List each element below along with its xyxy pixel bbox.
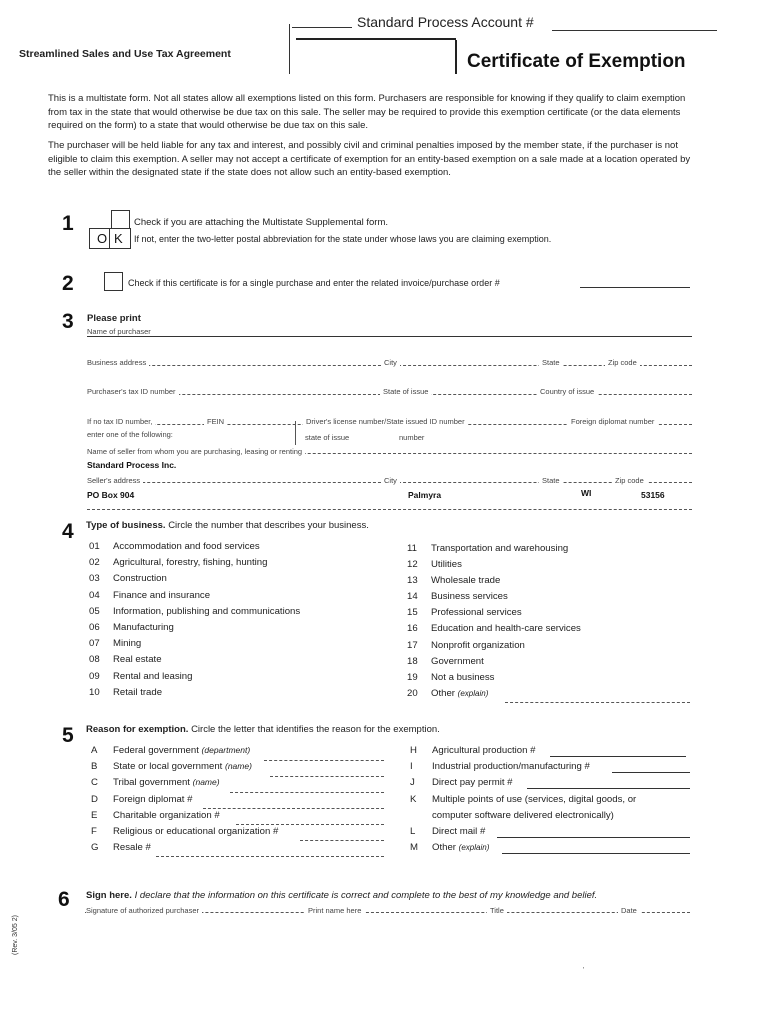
seller-city-value: Palmyra [408, 490, 442, 500]
section-4-heading: Type of business. [86, 520, 166, 531]
section-4-instruction: Circle the number that describes your business. [168, 520, 369, 531]
business-type-label: Nonprofit organization [431, 639, 525, 651]
business-type-item[interactable] [407, 591, 581, 607]
multistate-supplement-checkbox[interactable] [111, 210, 130, 229]
revision-label: (Rev. 3/05 2) [12, 915, 19, 955]
business-type-number: 15 [407, 607, 418, 619]
fein-label: FEIN [204, 417, 227, 426]
intro-paragraph-1: This is a multistate form. Not all states allow all exemptions listed on this form. Purchasers are responsible for knowing if they qualify to claim exemption from tax in the state that would otherwise be due tax on this sale. The seller may be required to provide this exemption certificate (or the data elements required on the form) to a state that would otherwise be due tax on this sale. [48, 93, 686, 131]
section-5-number: 5 [62, 724, 74, 747]
business-type-label: Not a business [431, 671, 495, 683]
agricultural-production-field[interactable] [550, 756, 686, 757]
invoice-number-field[interactable] [580, 287, 690, 288]
seller-state-value: WI [581, 488, 592, 498]
reason-letter: L [410, 825, 416, 837]
business-type-item[interactable] [407, 559, 581, 575]
scan-mark: ' [583, 967, 585, 974]
business-type-number: 02 [89, 557, 100, 569]
section-4-heading-row [86, 520, 369, 531]
country-of-issue-label: Country of issue [537, 387, 597, 396]
business-type-number: 01 [89, 541, 100, 552]
business-type-item[interactable] [89, 590, 300, 606]
business-type-number: 10 [89, 686, 100, 698]
seller-state-label: State [539, 476, 563, 485]
date-label: Date [618, 906, 640, 915]
state-label: State [539, 358, 563, 367]
business-type-number: 12 [407, 559, 418, 571]
business-type-item[interactable] [407, 607, 581, 623]
reason-letter: B [91, 761, 98, 773]
account-number-field[interactable] [552, 30, 717, 31]
business-type-item[interactable] [89, 557, 300, 573]
state-letter-2: K [114, 231, 123, 246]
signature-label: Signature of authorized purchaser [86, 906, 202, 915]
business-type-number: 08 [89, 654, 100, 666]
seller-city-label: City [381, 476, 400, 485]
business-type-item[interactable] [407, 543, 581, 559]
business-types-left [89, 541, 300, 703]
business-type-label: Rental and leasing [113, 670, 193, 682]
section-1-number: 1 [62, 212, 74, 235]
explain-hint: (explain) [457, 688, 489, 698]
reason-letter: M [410, 842, 418, 854]
account-prefix-line [292, 27, 352, 28]
section-6-heading-row [86, 890, 597, 901]
seller-zip-label: Zip code [612, 476, 647, 485]
exemption-reason-item[interactable] [410, 761, 636, 777]
business-type-number: 05 [89, 605, 100, 617]
business-type-number: 09 [89, 670, 100, 682]
business-type-label: Other [431, 687, 455, 699]
dl-state-of-issue-label: state of issue [305, 433, 350, 442]
section-6-number: 6 [58, 888, 70, 911]
business-type-item[interactable] [89, 654, 300, 670]
title-box-top [296, 38, 456, 40]
state-local-name-field[interactable] [270, 776, 384, 777]
business-type-label: Business services [431, 591, 508, 603]
sellers-address-label: Seller's address [87, 476, 143, 485]
reason-hint: (name) [225, 761, 252, 772]
reason-letter: I [410, 761, 413, 773]
business-type-label: Construction [113, 573, 167, 585]
id-divider [295, 421, 296, 445]
exemption-reason-item[interactable] [410, 826, 636, 842]
business-address-label: Business address [87, 358, 149, 367]
certificate-title: Certificate of Exemption [467, 51, 686, 72]
single-purchase-checkbox[interactable] [104, 272, 123, 291]
religious-org-field[interactable] [300, 840, 384, 841]
intro-paragraph-2: The purchaser will be held liable for any tax and interest, and possibly civil and criminal penalties imposed by the member state, if the purchaser is not eligible to claim this exemption. A seller may not accept a certificate of exemption for an entity-based exemption on a sale made at a location operated by the seller within the designated state if the state does not allow such an entity-based exemption. [48, 140, 691, 178]
foreign-diplomat-label: Foreign diplomat number [568, 417, 657, 426]
account-label: Standard Process Account # [357, 14, 534, 30]
other-business-explain-field[interactable] [505, 702, 690, 703]
reason-label: Direct pay permit # [432, 777, 513, 789]
dl-number-label: number [399, 433, 425, 442]
print-name-label: Print name here [305, 906, 364, 915]
exemption-reason-item[interactable] [91, 745, 278, 761]
business-type-label: Information, publishing and communications [113, 605, 301, 617]
reason-letter: A [91, 745, 98, 756]
reason-letter: C [91, 777, 98, 789]
business-type-item[interactable] [89, 638, 300, 654]
federal-department-field[interactable] [264, 760, 384, 761]
business-type-label: Government [431, 655, 484, 667]
section-5-instruction: Circle the letter that identifies the reason for the exemption. [191, 724, 440, 735]
business-type-label: Accommodation and food services [113, 541, 260, 552]
reason-label: State or local government [113, 761, 223, 773]
seller-name-value: Standard Process Inc. [87, 460, 177, 470]
reason-letter: D [91, 793, 98, 805]
business-type-number: 03 [89, 573, 100, 585]
purchaser-name-field[interactable] [87, 336, 692, 337]
reason-label: Other [432, 842, 456, 854]
state-divider [109, 229, 110, 248]
business-type-item[interactable] [407, 575, 581, 591]
business-type-number: 11 [407, 543, 417, 554]
reason-label: Agricultural production # [432, 745, 536, 756]
reason-letter: E [91, 809, 98, 821]
zip-code-label: Zip code [605, 358, 640, 367]
business-type-item[interactable] [407, 656, 581, 672]
state-of-issue-label: State of issue [380, 387, 431, 396]
business-type-label: Wholesale trade [431, 575, 501, 587]
business-type-label: Finance and insurance [113, 589, 211, 601]
business-type-item[interactable] [89, 573, 300, 589]
business-type-item[interactable] [89, 671, 300, 687]
business-type-item[interactable] [407, 623, 581, 639]
section-5-heading-row [86, 724, 440, 735]
declaration-text: I declare that the information on this certificate is correct and complete to the best of my knowledge and belief. [134, 890, 598, 901]
business-type-item[interactable] [89, 687, 300, 703]
business-type-number: 14 [407, 591, 418, 603]
name-of-purchaser-label: Name of purchaser [87, 327, 151, 336]
corner-mark-left [289, 24, 290, 74]
business-type-number: 16 [407, 623, 418, 635]
business-type-label: Agricultural, forestry, fishing, hunting [113, 557, 268, 569]
corner-mark-right [455, 40, 457, 74]
business-type-number: 18 [407, 655, 418, 667]
charitable-org-field[interactable] [236, 824, 384, 825]
agreement-title: Streamlined Sales and Use Tax Agreement [19, 48, 231, 60]
seller-address-value: PO Box 904 [87, 490, 135, 500]
business-type-number: 04 [89, 589, 100, 601]
reason-label: Resale # [113, 842, 151, 854]
direct-mail-field[interactable] [497, 837, 690, 838]
exemption-reason-item[interactable] [410, 842, 636, 858]
business-type-number: 17 [407, 639, 418, 651]
section-3-number: 3 [62, 310, 74, 333]
exemption-reason-item[interactable] [410, 745, 636, 761]
exemption-reason-item-continued [410, 810, 636, 826]
reason-label: Federal government [113, 745, 199, 756]
exemption-reason-item[interactable] [410, 794, 636, 810]
reason-letter: K [410, 793, 417, 805]
reason-letter: G [91, 842, 99, 854]
section-2-text: Check if this certificate is for a single purchase and enter the related invoice/purchase order # [128, 278, 500, 288]
reason-hint: (explain) [458, 843, 490, 853]
seller-zip-value: 53156 [641, 490, 665, 500]
seller-address-underline [87, 509, 692, 510]
title-label: Title [487, 906, 507, 915]
please-print-label: Please print [87, 313, 141, 324]
reason-label-continued: computer software delivered electronically) [432, 809, 614, 821]
industrial-production-field[interactable] [612, 772, 690, 773]
business-type-item[interactable] [89, 622, 300, 638]
business-type-label: Utilities [431, 559, 462, 571]
business-type-number: 13 [407, 575, 418, 587]
section-1-check-text: Check if you are attaching the Multistate Supplemental form. [134, 217, 388, 228]
reason-letter: J [410, 777, 415, 789]
reason-label: Industrial production/manufacturing # [432, 761, 590, 773]
enter-one-label: enter one of the following: [87, 430, 173, 439]
section-5-heading: Reason for exemption. [86, 724, 189, 735]
exemption-reasons-left [91, 745, 278, 858]
business-type-label: Real estate [113, 654, 162, 666]
direct-pay-permit-field[interactable] [527, 788, 690, 789]
reason-hint: (name) [192, 777, 220, 788]
reason-label: Multiple points of use (services, digital goods, or [432, 793, 637, 805]
reason-hint: (department) [201, 745, 251, 755]
business-type-number: 07 [89, 638, 100, 650]
reason-letter: F [91, 825, 97, 837]
reason-label: Foreign diplomat # [113, 793, 193, 805]
business-type-number: 06 [89, 621, 100, 633]
drivers-license-label: Driver's license number/State issued ID number [303, 417, 468, 426]
business-type-item[interactable] [407, 640, 581, 656]
sign-here-label: Sign here. [86, 890, 132, 901]
other-reason-explain-field[interactable] [502, 853, 690, 854]
business-type-label: Mining [113, 638, 142, 650]
state-abbreviation-field[interactable] [89, 228, 131, 249]
city-label: City [381, 358, 400, 367]
business-types-right [407, 543, 581, 704]
exemption-reason-item[interactable] [91, 761, 278, 777]
foreign-diplomat-field[interactable] [203, 808, 384, 809]
business-type-label: Education and health-care services [431, 623, 581, 635]
exemption-reason-item[interactable] [91, 826, 278, 842]
business-type-number: 19 [407, 671, 418, 683]
section-2-number: 2 [62, 272, 74, 295]
business-type-item[interactable] [89, 541, 300, 557]
resale-field[interactable] [156, 856, 384, 857]
name-of-seller-label: Name of seller from whom you are purchasing, leasing or renting [87, 447, 305, 456]
reason-label: Tribal government [113, 777, 190, 789]
reason-label: Direct mail # [432, 825, 486, 837]
no-tax-id-label: If no tax ID number, [87, 417, 155, 426]
business-type-label: Transportation and warehousing [431, 543, 569, 554]
section-4-number: 4 [62, 520, 74, 543]
business-type-label: Professional services [431, 607, 522, 619]
business-type-item[interactable] [407, 672, 581, 688]
reason-label: Religious or educational organization # [113, 825, 279, 837]
reason-label: Charitable organization # [113, 809, 220, 821]
business-type-label: Manufacturing [113, 621, 174, 633]
business-type-label: Retail trade [113, 686, 163, 698]
exemption-reason-item[interactable] [410, 777, 636, 793]
reason-letter: H [410, 745, 417, 756]
business-type-item[interactable] [89, 606, 300, 622]
business-type-number: 20 [407, 687, 418, 699]
tribal-name-field[interactable] [230, 792, 384, 793]
purchaser-tax-id-label: Purchaser's tax ID number [87, 387, 179, 396]
exemption-reasons-right [410, 745, 636, 858]
section-1-state-text: If not, enter the two-letter postal abbreviation for the state under whose laws you are claiming exemption. [134, 234, 552, 244]
state-letter-1: O [97, 231, 108, 246]
